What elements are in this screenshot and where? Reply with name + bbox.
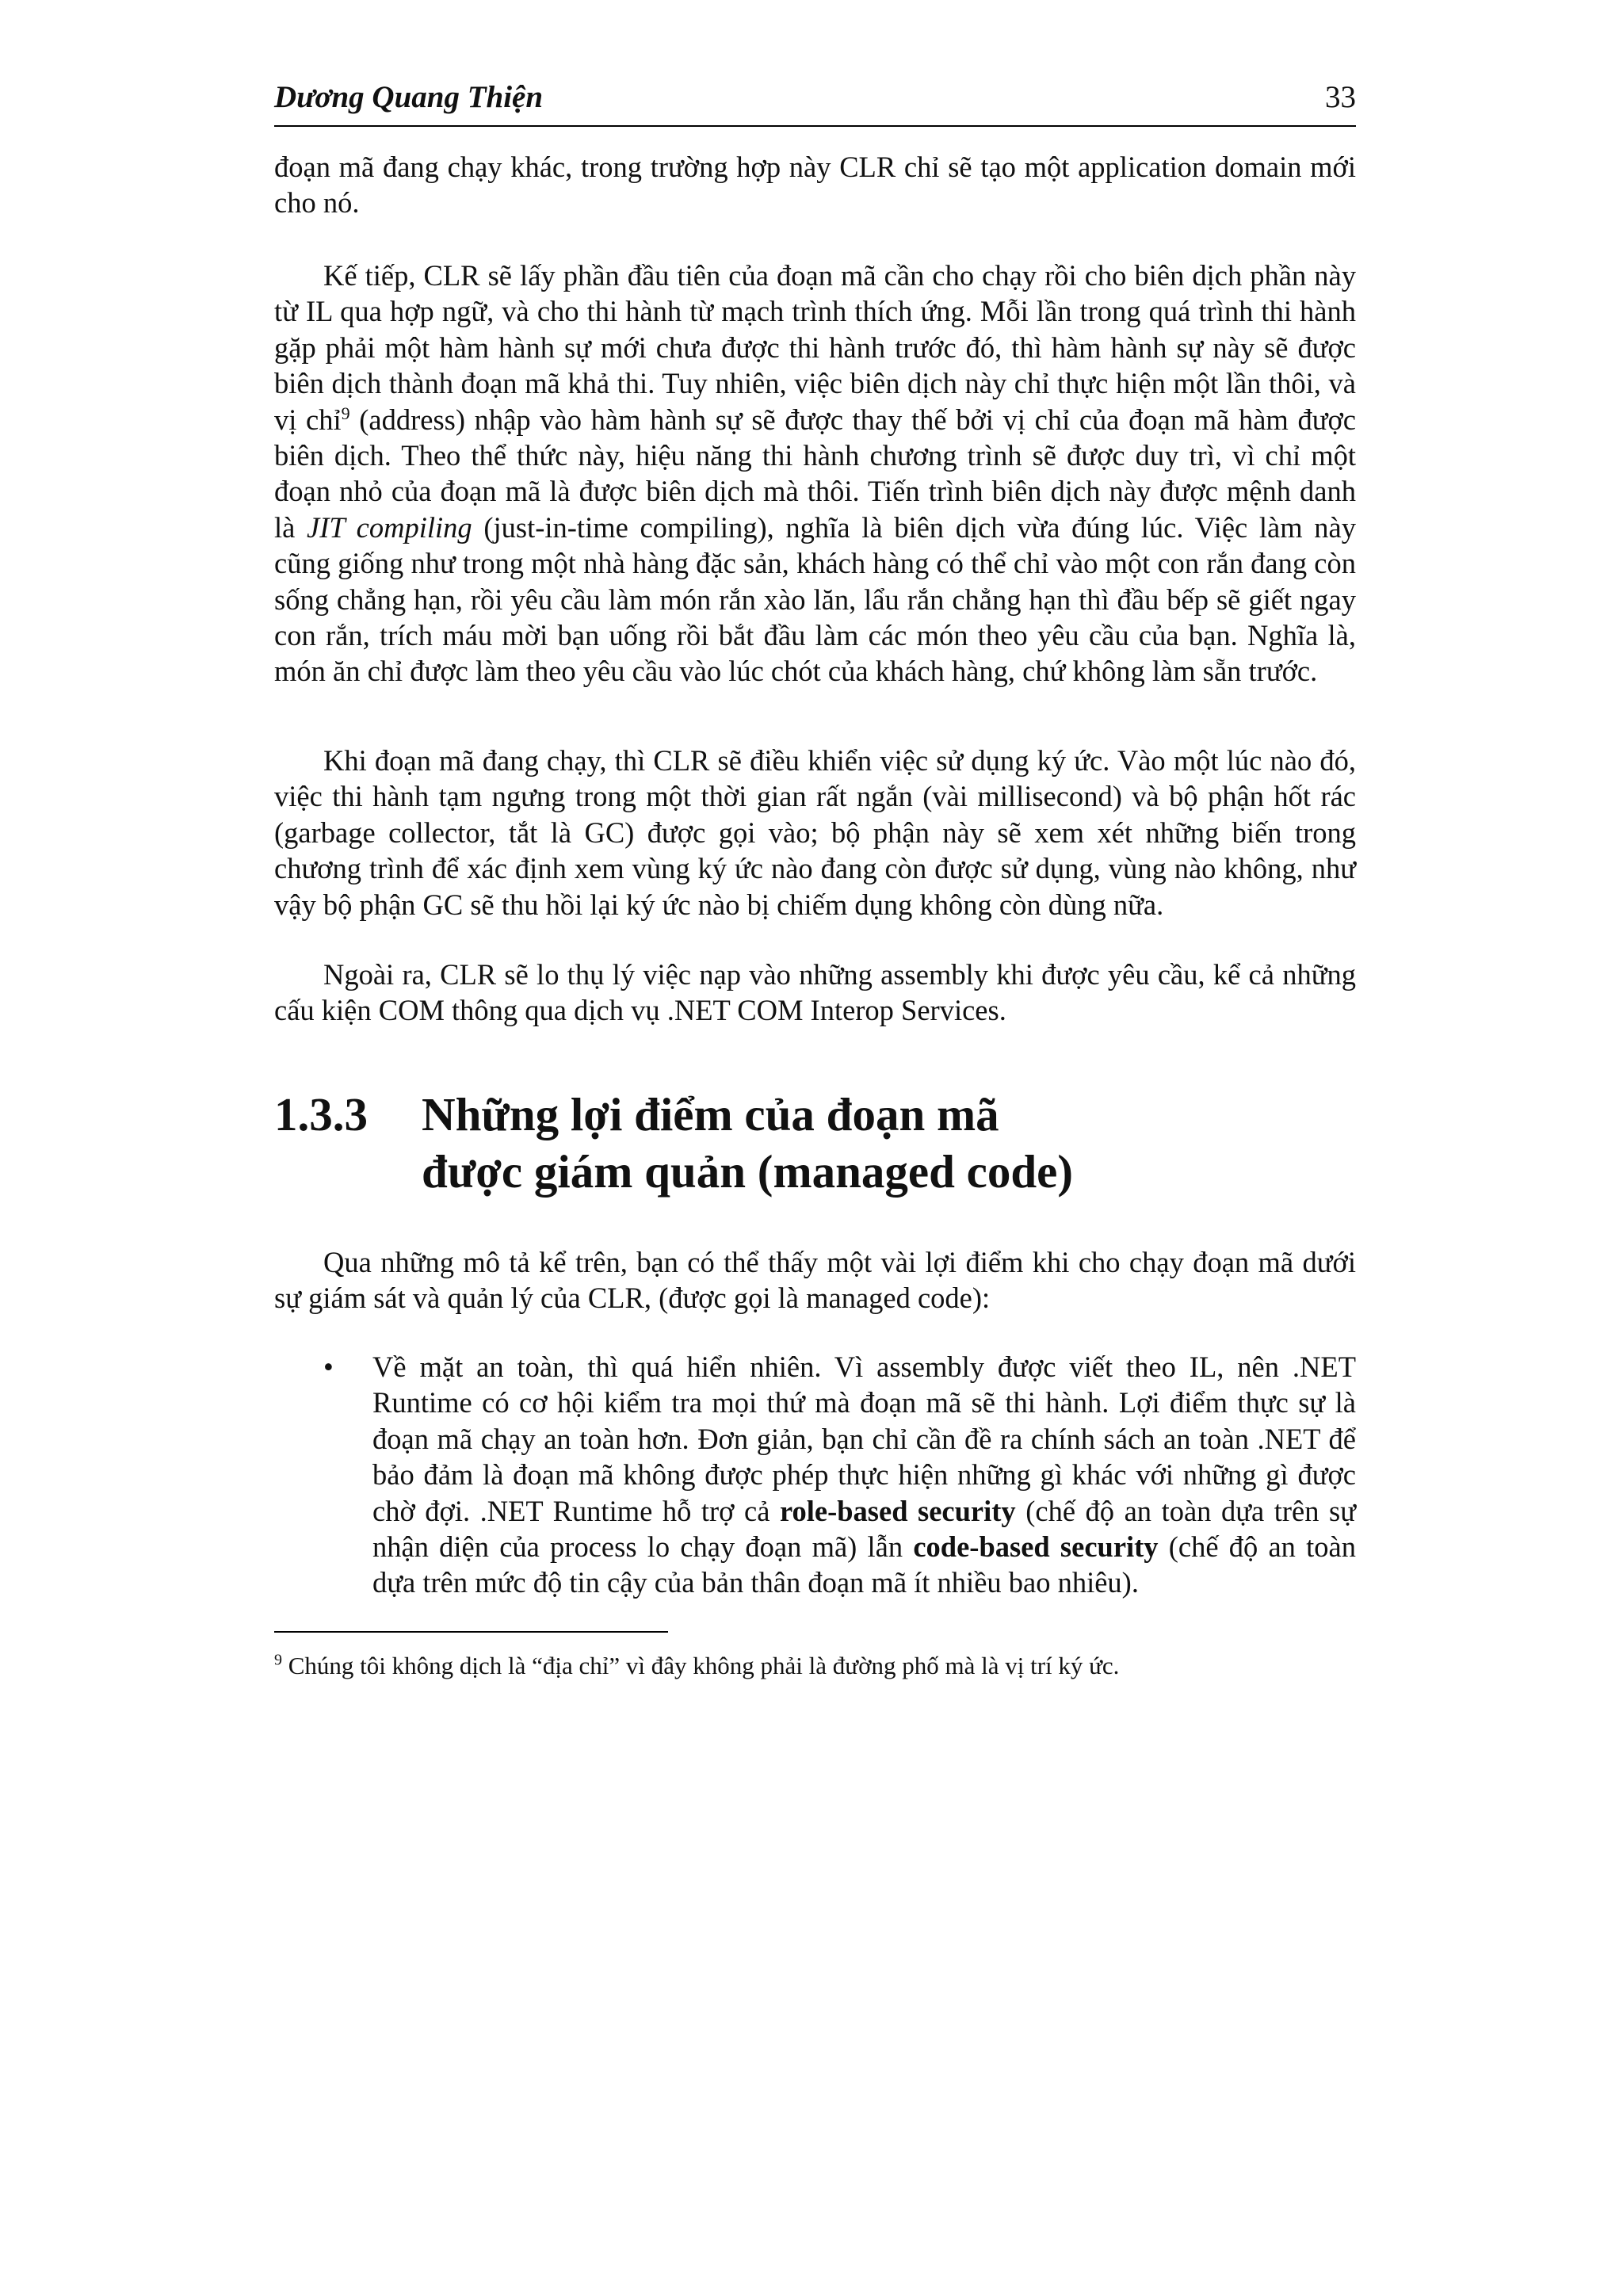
paragraph-text: Qua những mô tả kể trên, bạn có thể thấy một vài lợi điểm khi cho chạy đoạn mã dưới sự giám sát và quản lý của CLR, (được gọi là managed code):	[274, 1246, 1356, 1315]
bullet-marker: •	[323, 1350, 334, 1383]
section-title-line: Những lợi điểm của đoạn mã	[422, 1088, 999, 1140]
bold-term: code-based security	[913, 1530, 1159, 1564]
paragraph-text-part: (address) nhập vào hàm hành sự sẽ được thay thế bởi vị chỉ của đoạn mã hàm được biên dịch. Theo thể thức này, hiệu năng thi hành chương trình sẽ được duy trì, vì chỉ một đoạn nhỏ của đoạn mã là được biên dịch mà thôi. Tiến trình biên dịch này được mệnh danh là	[274, 403, 1356, 544]
page-number: 33	[1325, 80, 1356, 114]
footnote-reference: 9	[341, 403, 350, 423]
section-title-line: được giám quản (managed code)	[422, 1145, 1073, 1198]
section-intro	[274, 1244, 1356, 1316]
section-title	[422, 1086, 1293, 1200]
italic-term: JIT compiling	[307, 510, 472, 544]
page-header	[274, 78, 1356, 127]
paragraph-text: Ngoài ra, CLR sẽ lo thụ lý việc nạp vào những assembly khi được yêu cầu, kể cả những cấu kiện COM thông qua dịch vụ .NET COM Interop Services.	[274, 958, 1356, 1027]
paragraph-text-part: (just-in-time compiling), nghĩa là biên dịch vừa đúng lúc. Việc làm này cũng giống như trong một nhà hàng đặc sản, khách hàng có thể chỉ vào một con rắn đang còn sống chẳng hạn, rồi yêu cầu làm món rắn xào lăn, lẩu rắn chẳng hạn thì đầu bếp sẽ giết ngay con rắn, trích máu mời bạn uống rồi bắt đầu làm các món theo yêu cầu của bạn. Nghĩa là, món ăn chỉ được làm theo yêu cầu vào lúc chót của khách hàng, chứ không làm sẵn trước.	[274, 510, 1356, 688]
list-item-text: (chế độ an toàn dựa trên mức độ tin cậy của bản thân đoạn mã ít nhiều bao nhiêu).	[372, 1530, 1356, 1599]
bold-term: role-based security	[779, 1494, 1016, 1527]
paragraph-1	[274, 149, 1356, 221]
footnote-text: Chúng tôi không dịch là “địa chỉ” vì đây không phải là đường phố mà là vị trí ký ức.	[282, 1652, 1120, 1679]
paragraph-2	[274, 258, 1356, 690]
footnote-divider	[274, 1631, 668, 1633]
paragraph-text: đoạn mã đang chạy khác, trong trường hợp này CLR chỉ sẽ tạo một application domain mới cho nó.	[274, 151, 1356, 220]
paragraph-3	[274, 743, 1356, 923]
paragraph-4	[274, 957, 1356, 1029]
section-number: 1.3.3	[274, 1088, 368, 1140]
bullet-list	[274, 1349, 1356, 1601]
footnote	[274, 1651, 1356, 1681]
footnote-marker: 9	[274, 1651, 282, 1669]
paragraph-text	[274, 258, 1356, 690]
paragraph-text: Khi đoạn mã đang chạy, thì CLR sẽ điều khiển việc sử dụng ký ức. Vào một lúc nào đó, việc thi hành tạm ngưng trong một thời gian rất ngắn (vài millisecond) và bộ phận hốt rác (garbage collector, tắt là GC) được gọi vào; bộ phận này sẽ xem xét những biến trong chương trình để xác định xem vùng ký ức nào đang còn được sử dụng, vùng nào không, như vậy bộ phận GC sẽ thu hồi lại ký ức nào bị chiếm dụng không còn dùng nữa.	[274, 744, 1356, 921]
list-item-text: Về mặt an toàn, thì quá hiển nhiên. Vì assembly được viết theo IL, nên .NET Runtime có cơ hội kiểm tra mọi thứ mà đoạn mã sẽ thi hành. Lợi điểm thực sự là đoạn mã chạy an toàn hơn. Đơn giản, bạn chỉ cần đề ra chính sách an toàn .NET để bảo đảm là đoạn mã không được phép thực hiện những gì khác với những gì được chờ đợi. .NET Runtime hỗ trợ cả	[372, 1350, 1356, 1527]
list-item	[274, 1349, 1356, 1601]
header-author: Dương Quang Thiện	[274, 80, 544, 114]
list-item-text: (chế độ an toàn dựa trên sự nhận diện của process lo chạy đoạn mã) lẫn	[372, 1494, 1356, 1564]
paragraph-text-part: Kế tiếp, CLR sẽ lấy phần đầu tiên của đoạn mã cần cho chạy rồi cho biên dịch phần này từ IL qua hợp ngữ, và cho thi hành từ mạch trình thích ứng. Mỗi lần trong quá trình thi hành gặp phải một hàm hành sự mới chưa được thi hành trước đó, thì hàm hành sự này sẽ được biên dịch thành đoạn mã khả thi. Tuy nhiên, việc biên dịch này chỉ thực hiện một lần thôi, và vị chỉ	[274, 259, 1356, 436]
